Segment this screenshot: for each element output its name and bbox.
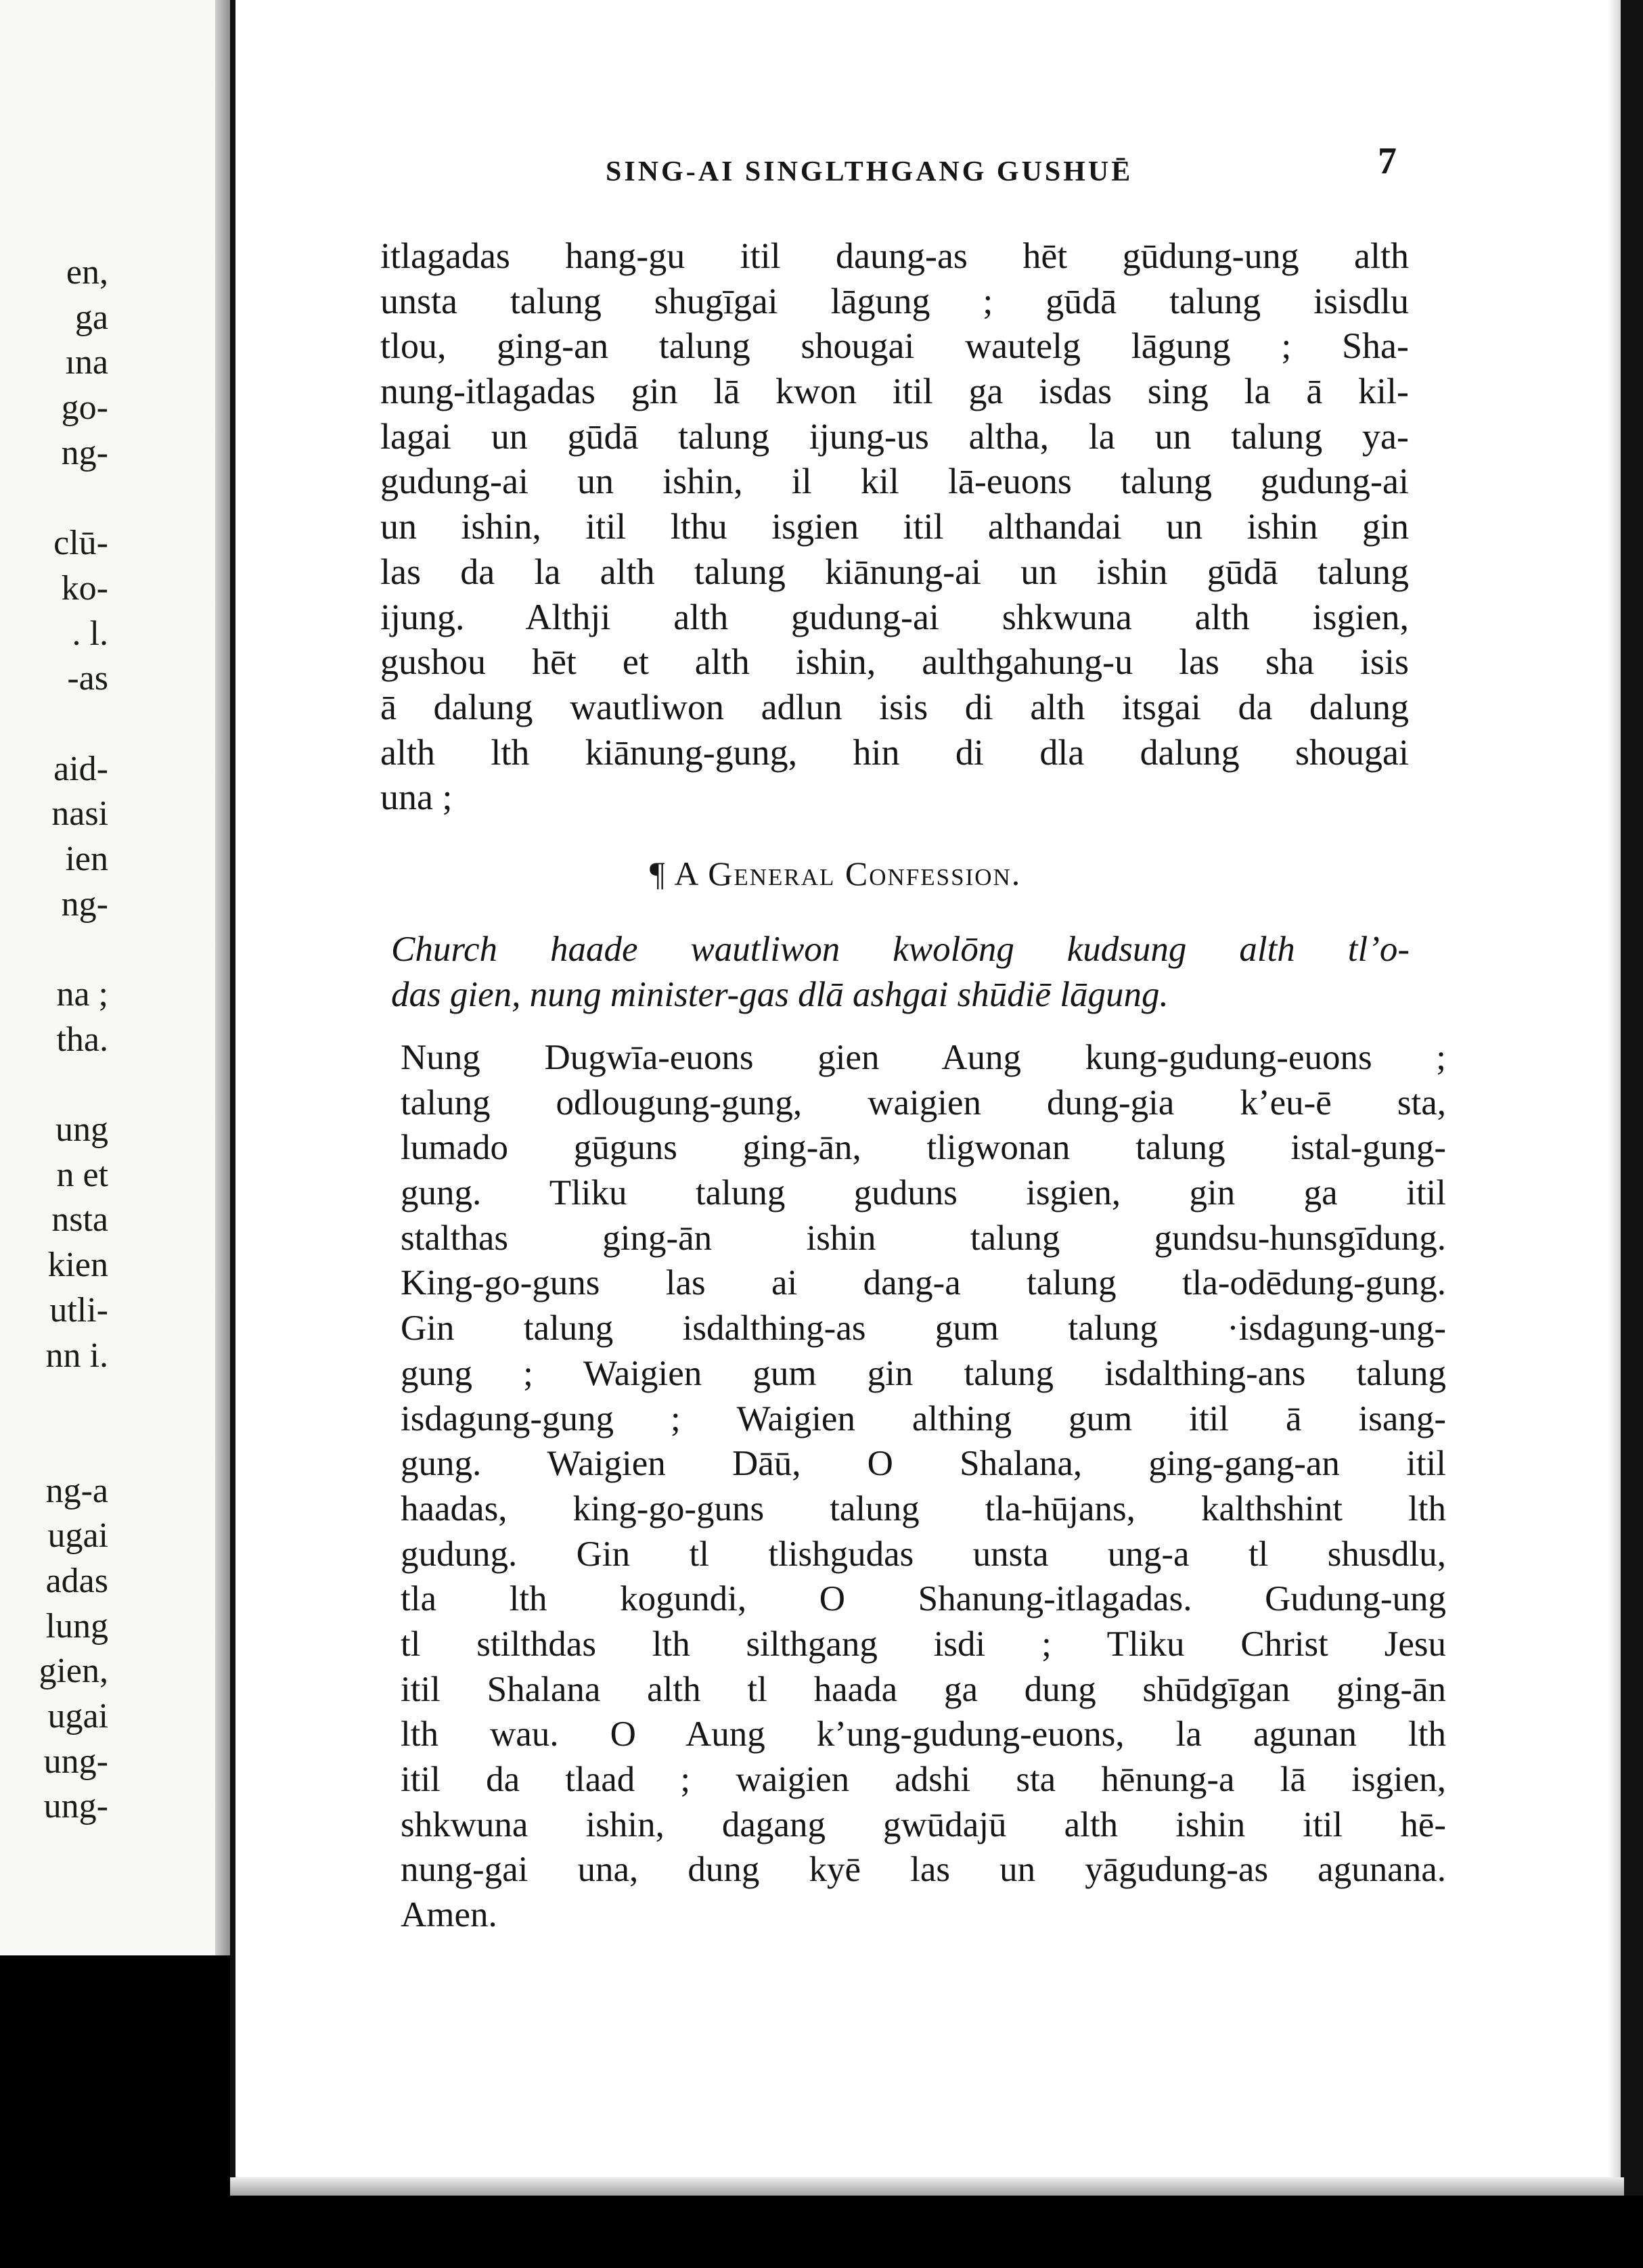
text-line: itlagadas hang-gu itil daung-as hēt gūdung-ung alth: [380, 235, 1409, 276]
margin-fragment: go-: [61, 388, 108, 428]
margin-fragment: kien: [47, 1246, 108, 1285]
margin-fragment: [0, 1062, 108, 1108]
book-gutter-shadow: [215, 0, 230, 1955]
margin-fragment: lung: [45, 1606, 108, 1646]
page-bottom-edge: [230, 2177, 1624, 2198]
text-line: nung-itlagadas gin lā kwon itil ga isdas sing la ā kil-: [380, 371, 1409, 412]
page-number: 7: [1378, 140, 1397, 182]
paragraph-confession: [401, 1035, 1446, 1938]
margin-fragment: -as: [67, 659, 108, 698]
margin-fragment: ung-: [43, 1742, 108, 1781]
margin-fragment: utli-: [49, 1290, 108, 1330]
text-line: lth wau. O Aung k’ung-gudung-euons, la agunan lth: [401, 1715, 1446, 1754]
margin-fragment: ng-a: [45, 1471, 108, 1510]
text-line: tlou, ging-an talung shougai wautelg lāgung ; Sha-: [380, 325, 1409, 367]
margin-fragment: [0, 476, 108, 521]
text-line: gudung. Gin tl tlishgudas unsta ung-a tl shusdlu,: [401, 1534, 1446, 1574]
rubric-instruction: [391, 927, 1410, 1017]
margin-fragment: [0, 702, 108, 747]
scan-background-right: [1621, 0, 1643, 2268]
scan-background-bottom: [0, 2196, 1643, 2268]
margin-fragment: ien: [65, 839, 108, 878]
text-line: shkwuna ishin, dagang gwūdajū alth ishin itil hē-: [401, 1805, 1446, 1844]
text-line: lagai un gūdā talung ijung-us altha, la un talung ya-: [380, 415, 1409, 457]
text-line: Church haade wautliwon kwolōng kudsung alth tl’o-: [391, 930, 1410, 969]
scan-background-bottom-left: [0, 1955, 230, 2196]
text-line: itil da tlaad ; waigien adshi sta hēnung-a lā isgien,: [401, 1760, 1446, 1799]
margin-fragment: tha.: [56, 1020, 108, 1059]
margin-fragment: aid-: [53, 749, 108, 788]
page-edge-shading: [1608, 0, 1621, 2196]
margin-fragment: ko-: [61, 568, 108, 608]
margin-fragment: ugai: [47, 1516, 108, 1556]
text-line: itil Shalana alth tl haada ga dung shūdgīgan ging-ān: [401, 1669, 1446, 1709]
text-line: das gien, nung minister-gas dlā ashgai shūdiē lāgung.: [391, 974, 1169, 1014]
section-heading: ¶ A General Confession.: [650, 855, 1022, 892]
margin-fragment: [0, 927, 108, 972]
margin-fragment: n et: [56, 1155, 108, 1194]
margin-fragment: na ;: [56, 975, 108, 1014]
paragraph-1: [380, 233, 1409, 820]
text-line: gudung-ai un ishin, il kil lā-euons talung gudung-ai: [380, 461, 1409, 502]
margin-fragment: [0, 1424, 108, 1469]
text-line: una ;: [380, 777, 453, 818]
text-line: Nung Dugwīa-euons gien Aung kung-gudung-euons ;: [401, 1038, 1446, 1077]
text-line: haadas, king-go-guns talung tla-hūjans, kalthshint lth: [401, 1489, 1446, 1528]
margin-fragment: ga: [74, 298, 108, 337]
left-page-text-fragments: [0, 250, 108, 1830]
margin-fragment: nn i.: [45, 1336, 108, 1375]
text-line: nung-gai una, dung kyē las un yāgudung-as agunana.: [401, 1850, 1446, 1890]
margin-fragment: [0, 1378, 108, 1424]
running-head: SING-AI SINGLTHGANG GUSHUĒ: [606, 156, 1133, 187]
margin-fragment: adas: [45, 1561, 108, 1600]
margin-fragment: ng-: [61, 433, 108, 472]
margin-fragment: . l.: [72, 614, 108, 653]
text-line: unsta talung shugīgai lāgung ; gūdā talung isisdlu: [380, 280, 1409, 321]
margin-fragment: ng-: [61, 884, 108, 924]
margin-fragment: nsta: [51, 1200, 108, 1240]
margin-fragment: nasi: [51, 794, 108, 834]
text-line: ā dalung wautliwon adlun isis di alth itsgai da dalung: [380, 686, 1409, 727]
margin-fragment: ung: [55, 1110, 108, 1150]
margin-fragment: en,: [66, 253, 108, 292]
text-line: Gin talung isdalthing-as gum talung ·isdagung-ung-: [401, 1309, 1446, 1348]
text-line: gung ; Waigien gum gin talung isdalthing-ans talung: [401, 1353, 1446, 1393]
text-line: stalthas ging-ān ishin talung gundsu-hunsgīdung.: [401, 1218, 1446, 1258]
text-line: King-go-guns las ai dang-a talung tla-odēdung-gung.: [401, 1263, 1446, 1303]
text-line: ijung. Althji alth gudung-ai shkwuna alth isgien,: [380, 596, 1409, 637]
text-line: un ishin, itil lthu isgien itil althandai un ishin gin: [380, 506, 1409, 547]
text-line: gung. Waigien Dāū, O Shalana, ging-gang-an itil: [401, 1444, 1446, 1484]
margin-fragment: ung-: [43, 1787, 108, 1826]
text-line: gung. Tliku talung guduns isgien, gin ga itil: [401, 1173, 1446, 1213]
text-line: Amen.: [401, 1895, 497, 1935]
text-line: lumado gūguns ging-ān, tligwonan talung istal-gung-: [401, 1128, 1446, 1168]
margin-fragment: gien,: [39, 1652, 108, 1691]
text-line: gushou hēt et alth ishin, aulthgahung-u las sha isis: [380, 641, 1409, 683]
text-line: tl stilthdas lth silthgang isdi ; Tliku Christ Jesu: [401, 1624, 1446, 1664]
text-line: las da la alth talung kiānung-ai un ishin gūdā talung: [380, 551, 1409, 592]
text-line: isdagung-gung ; Waigien althing gum itil ā isang-: [401, 1399, 1446, 1438]
left-facing-page: [0, 0, 215, 1955]
margin-fragment: ına: [65, 343, 108, 382]
text-line: alth lth kiānung-gung, hin di dla dalung shougai: [380, 731, 1409, 773]
margin-fragment: ugai: [47, 1697, 108, 1736]
margin-fragment: clū-: [53, 524, 108, 563]
text-line: talung odlougung-gung, waigien dung-gia k’eu-ē sta,: [401, 1083, 1446, 1122]
text-line: tla lth kogundi, O Shanung-itlagadas. Gudung-ung: [401, 1579, 1446, 1619]
